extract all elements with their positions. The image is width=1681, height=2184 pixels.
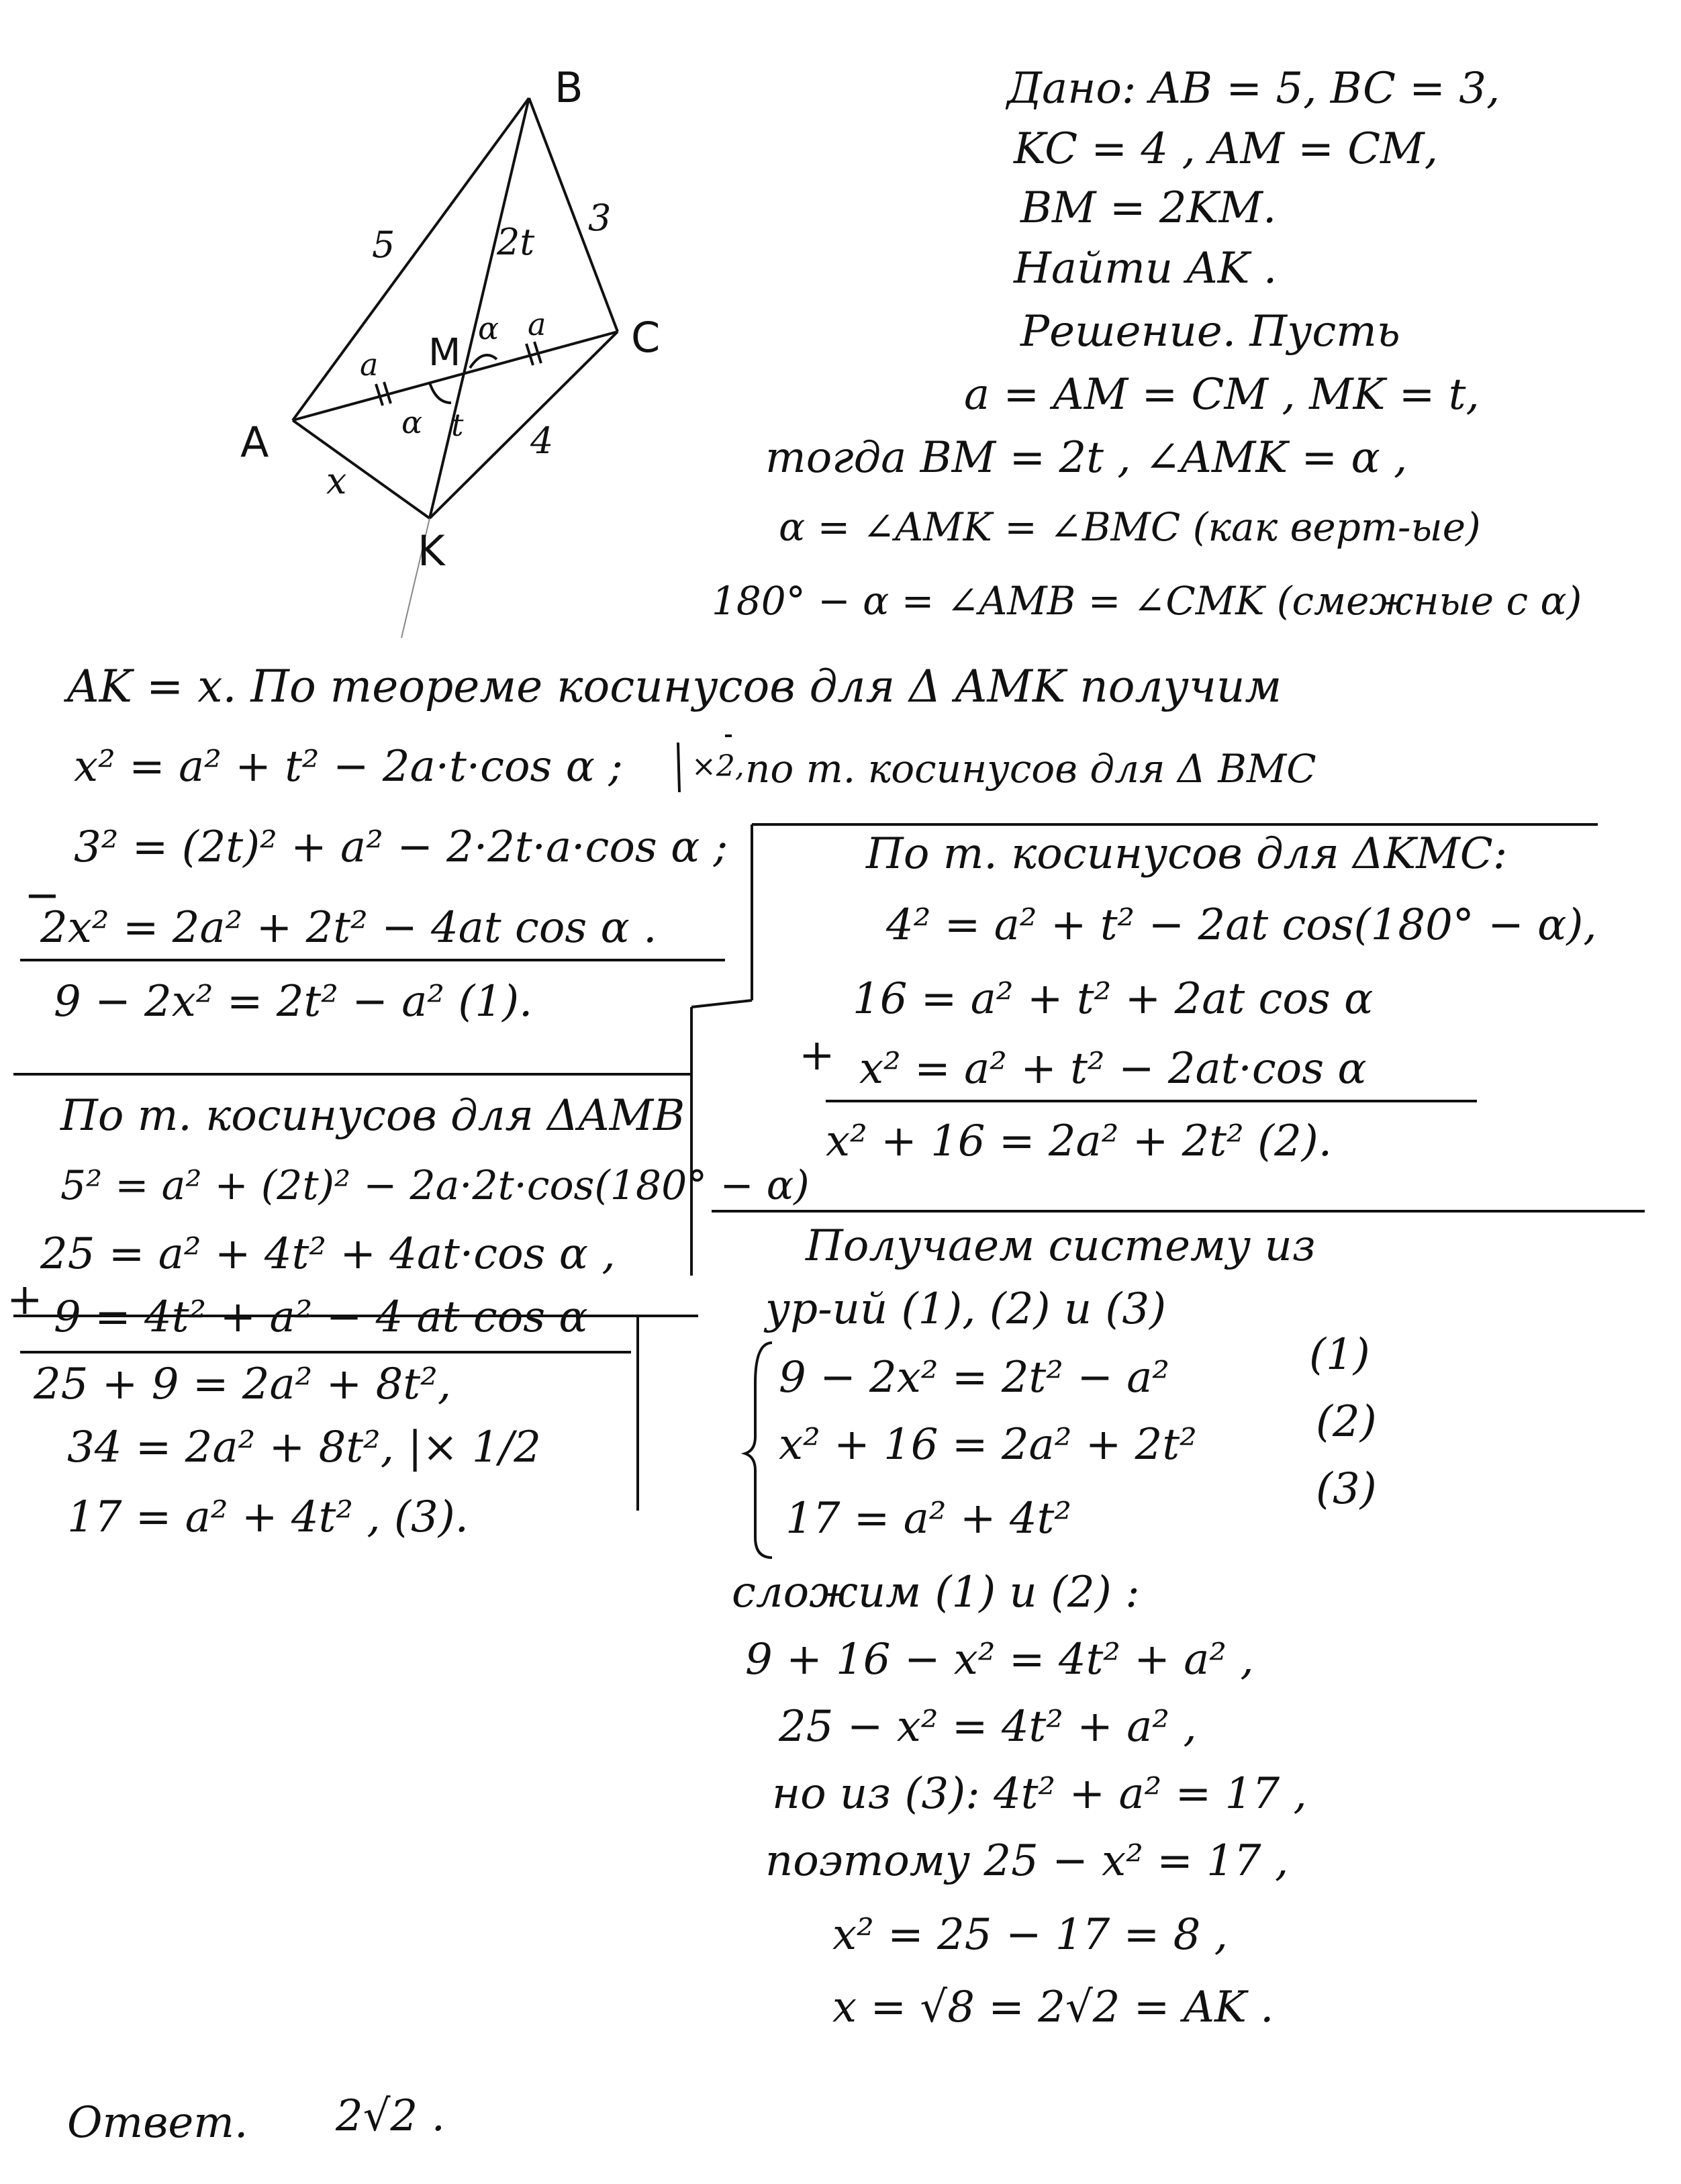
label-bc: 3 xyxy=(588,197,612,239)
final-line-6: x² = 25 − 17 = 8 , xyxy=(832,1910,1228,1960)
amb-line-1: 5² = a² + (2t)² − 2a·2t·cos(180° − α) xyxy=(60,1162,810,1209)
kmc-plus: + xyxy=(799,1031,835,1080)
label-alpha-top: α xyxy=(478,310,499,346)
final-line-3: 25 − x² = 4t² + a² , xyxy=(779,1702,1197,1752)
kmc-line-1: 4² = a² + t² − 2at cos(180° − α), xyxy=(886,900,1597,950)
line-bmc-step xyxy=(691,1000,752,1007)
bmc-result: 9 − 2x² = 2t² − a² (1). xyxy=(54,977,533,1027)
intro-line-4: α = ∠AMK = ∠BMC (как верт-ые) xyxy=(779,504,1481,550)
point-a-label: A xyxy=(240,418,269,467)
label-alpha-bottom: α xyxy=(401,404,423,440)
point-k-label: K xyxy=(418,526,445,575)
given-line-2: KC = 4 , AM = CM, xyxy=(1014,124,1439,174)
intro-line-6: AK = x. По теореме косинусов для Δ AMK получим xyxy=(67,661,1282,712)
point-m-label: M xyxy=(428,331,461,375)
kmc-line-2: 16 = a² + t² + 2at cos α xyxy=(853,974,1374,1024)
label-mk: t xyxy=(451,407,464,443)
intro-line-3: тогда BM = 2t , ∠AMK = α , xyxy=(765,433,1408,483)
bmc-line-2: 3² = (2t)² + a² − 2·2t·a·cos α ; xyxy=(74,822,728,872)
system-title-2: ур-ий (1), (2) и (3) xyxy=(765,1284,1167,1334)
bmc-line-1: x² = a² + t² − 2a·t·cos α ; xyxy=(74,742,623,792)
intro-line-5: 180° − α = ∠AMB = ∠CMK (смежные с α) xyxy=(712,578,1582,624)
point-b-label: B xyxy=(555,63,583,112)
amb-line-4: 25 + 9 = 2a² + 8t², xyxy=(34,1360,452,1409)
amb-plus: + xyxy=(7,1275,43,1325)
system-num-1: (1) xyxy=(1309,1330,1370,1380)
vbar-mult xyxy=(678,743,679,792)
final-line-5: поэтому 25 − x² = 17 , xyxy=(765,1836,1289,1886)
find-line: Найти AK . xyxy=(1014,244,1278,293)
system-num-2: (2) xyxy=(1316,1397,1377,1447)
amb-line-5: 34 = 2a² + 8t², |× 1/2 xyxy=(67,1423,541,1472)
label-ab: 5 xyxy=(372,224,395,266)
kmc-title: По т. косинусов для ΔKMC: xyxy=(866,829,1508,879)
system-brace xyxy=(745,1343,772,1558)
bmc-minus: − xyxy=(24,871,60,920)
given-line-3: BM = 2KM. xyxy=(1020,183,1277,233)
final-line-7: x = √8 = 2√2 = AK . xyxy=(832,1983,1274,2032)
label-ak: x xyxy=(326,460,347,502)
system-eq-3: 17 = a² + 4t² xyxy=(785,1494,1071,1544)
system-title-1: Получаем систему из xyxy=(806,1221,1316,1271)
amb-line-6: 17 = a² + 4t² , (3). xyxy=(67,1492,469,1542)
kmc-line-3: x² = a² + t² − 2at·cos α xyxy=(859,1044,1367,1094)
solution-heading: Решение. Пусть xyxy=(1020,307,1400,357)
final-line-4: но из (3): 4t² + a² = 17 , xyxy=(772,1769,1307,1819)
answer-value: 2√2 . xyxy=(336,2091,445,2141)
answer-label: Ответ. xyxy=(67,2098,248,2148)
kmc-result: x² + 16 = 2a² + 2t² (2). xyxy=(826,1117,1333,1166)
system-num-3: (3) xyxy=(1316,1464,1377,1514)
amb-line-2: 25 = a² + 4t² + 4at·cos α , xyxy=(40,1229,616,1279)
bmc-line-3: 2x² = 2a² + 2t² − 4at cos α . xyxy=(40,903,657,953)
given-line-1: Дано: AB = 5, BC = 3, xyxy=(1007,64,1500,113)
system-eq-2: x² + 16 = 2a² + 2t² xyxy=(779,1420,1197,1470)
amb-title: По т. косинусов для ΔAMB xyxy=(60,1091,685,1141)
bmc-title: по т. косинусов для Δ BMC xyxy=(745,746,1316,792)
label-am: a xyxy=(360,346,379,383)
label-bm: 2t xyxy=(497,221,535,263)
label-mc: a xyxy=(528,306,546,342)
amb-line-3: 9 = 4t² + a² − 4 at cos α xyxy=(54,1292,588,1342)
bmc-multiplier: ×2, xyxy=(691,749,745,784)
point-c-label: C xyxy=(631,313,661,362)
final-line-1: сложим (1) и (2) : xyxy=(732,1568,1140,1617)
intro-line-2: a = AM = CM , MK = t, xyxy=(964,370,1480,420)
final-line-2: 9 + 16 − x² = 4t² + a² , xyxy=(745,1635,1254,1684)
system-eq-1: 9 − 2x² = 2t² − a² xyxy=(779,1353,1170,1403)
label-kc: 4 xyxy=(530,420,554,462)
